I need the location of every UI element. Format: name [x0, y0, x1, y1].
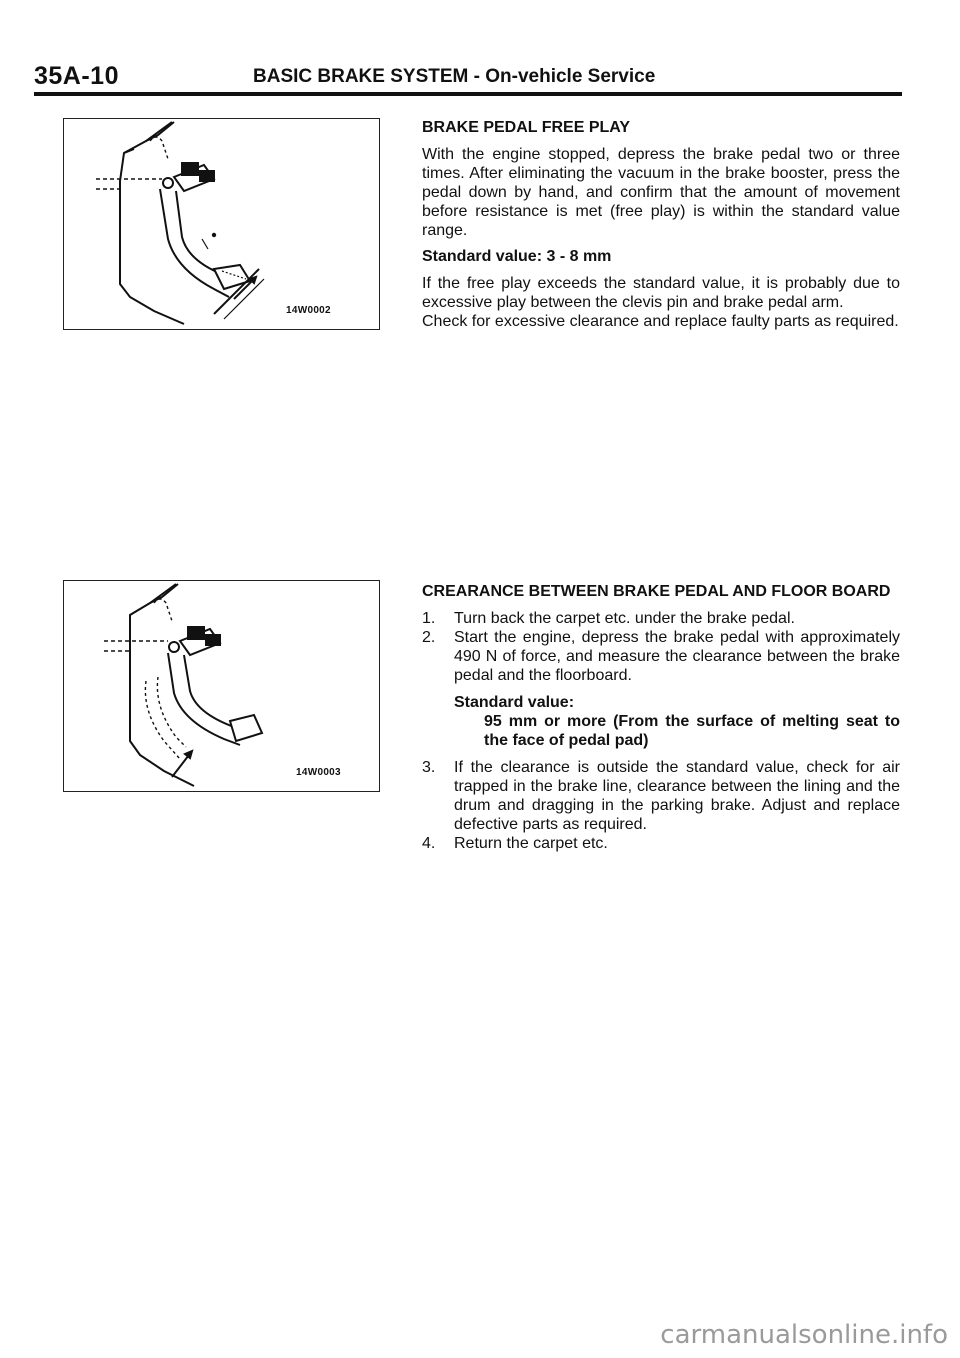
step-number: 4.: [422, 835, 436, 852]
paragraph: With the engine stopped, depress the brake pedal two or three times. After eliminating the vacuum in the brake booster, press the pedal down by hand, and confirm that the amount of movement before resistance is met (free play) is within the standard value range.: [422, 146, 900, 239]
figure-pedal-floor-clearance: [63, 580, 380, 792]
pedal-diagram-1: [64, 119, 379, 329]
pedal-diagram-2: [64, 581, 379, 791]
step-number: 3.: [422, 759, 436, 776]
section-heading: CREARANCE BETWEEN BRAKE PEDAL AND FLOOR BOARD: [422, 583, 891, 600]
step-number: 1.: [422, 610, 436, 627]
standard-value: 95 mm or more (From the surface of melting seat to the face of pedal pad): [484, 713, 900, 749]
section-heading: BRAKE PEDAL FREE PLAY: [422, 119, 631, 136]
section-floor-clearance: [422, 582, 900, 853]
list-item: [422, 609, 900, 628]
figure-code: 14W0002: [286, 305, 331, 316]
step-text: Turn back the carpet etc. under the brake pedal.: [454, 610, 795, 627]
standard-value-block: [454, 693, 900, 750]
step-text: Return the carpet etc.: [454, 835, 608, 852]
step-text: If the clearance is outside the standard value, check for air trapped in the brake line, clearance between the lining and the drum and dragging in the parking brake. Adjust and replace defective parts as required.: [454, 759, 900, 833]
step-number: 2.: [422, 629, 436, 646]
page-header: [34, 62, 902, 96]
figure-brake-pedal-free-play: [63, 118, 380, 330]
step-text: Start the engine, depress the brake pedal with approximately 490 N of force, and measure the clearance between the brake pedal and the floorboard.: [454, 629, 900, 684]
page-number: 35A-10: [34, 62, 119, 90]
list-item: [422, 834, 900, 853]
watermark: carmanualsonline.info: [660, 1320, 948, 1350]
figure-code: 14W0003: [296, 767, 341, 778]
section-free-play: [422, 118, 900, 338]
paragraph: If the free play exceeds the standard value, it is probably due to excessive play between the clevis pin and brake pedal arm.: [422, 275, 900, 311]
step-list: [422, 609, 900, 853]
standard-label: Standard value:: [454, 694, 575, 711]
page-title: BASIC BRAKE SYSTEM - On-vehicle Service: [253, 66, 656, 87]
paragraph: Check for excessive clearance and replace faulty parts as required.: [422, 313, 899, 330]
list-item: [422, 758, 900, 834]
list-item: [422, 628, 900, 750]
standard-value: Standard value: 3 - 8 mm: [422, 248, 612, 265]
